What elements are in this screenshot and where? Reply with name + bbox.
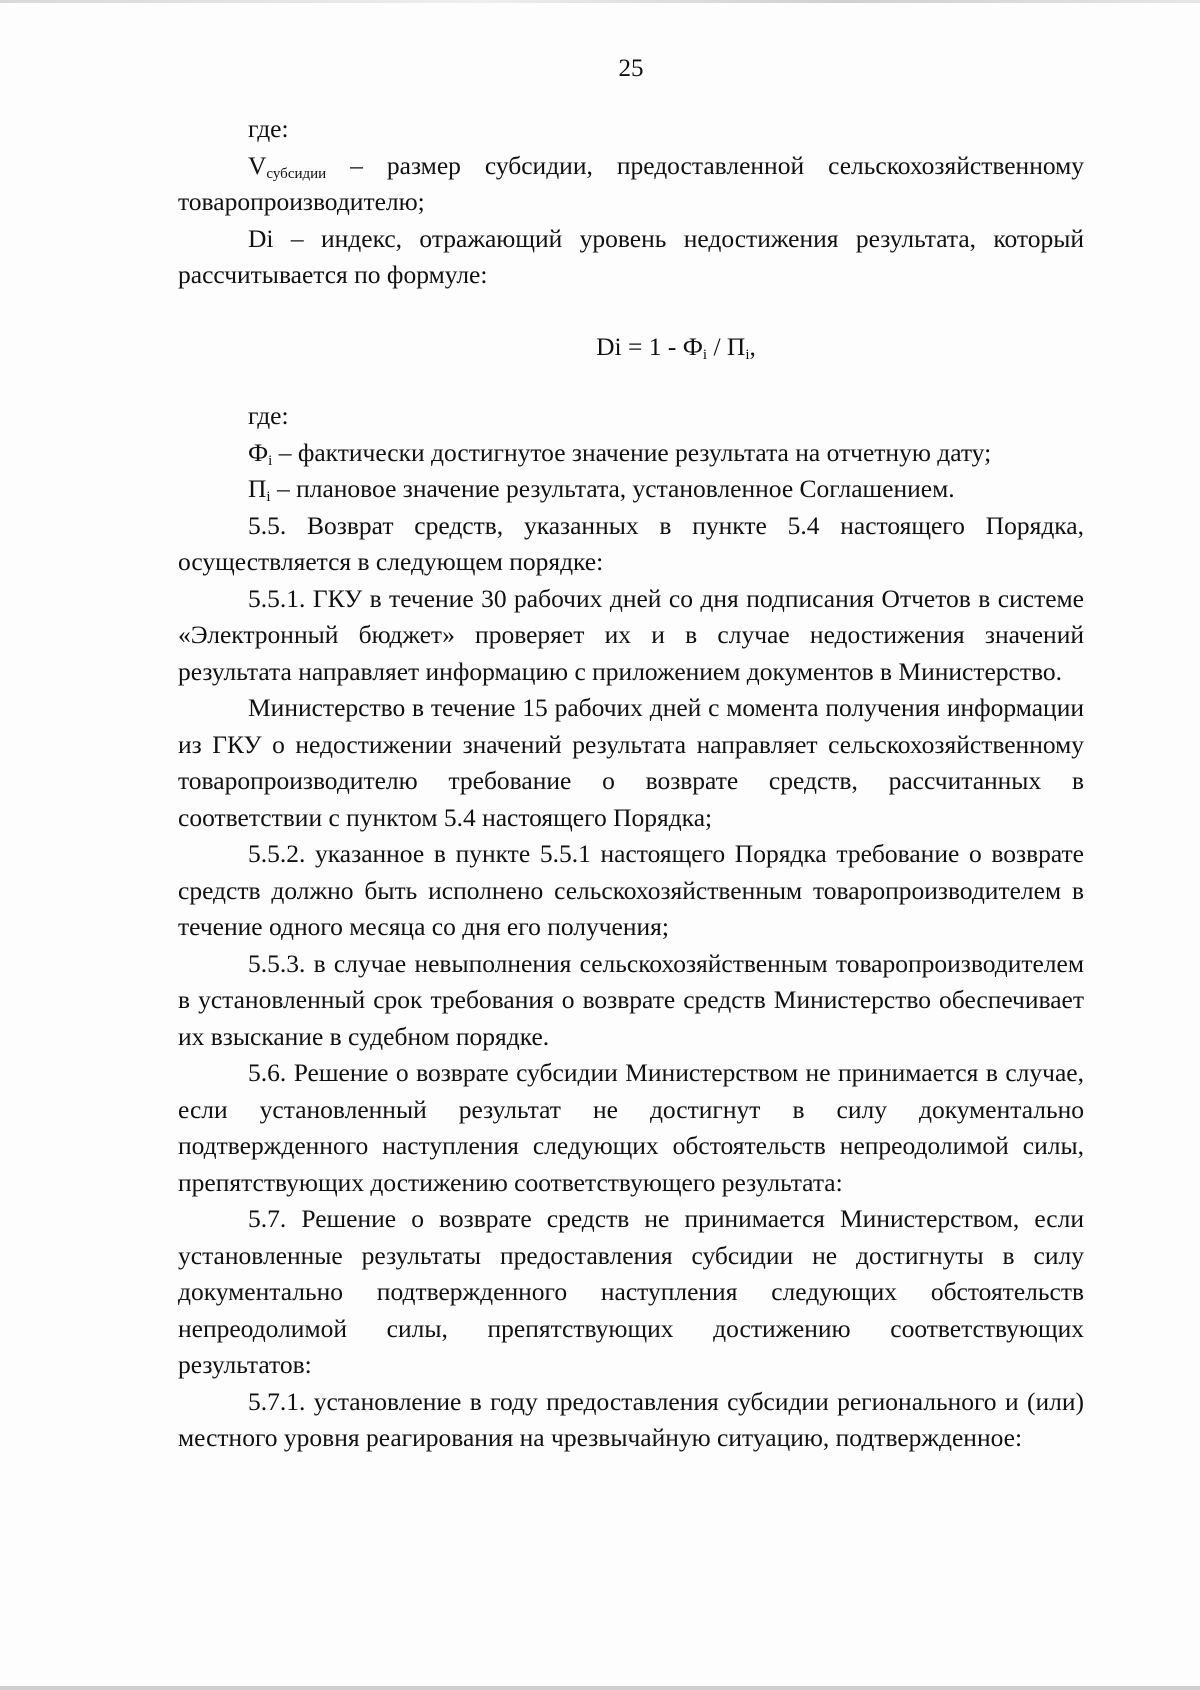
phi-symbol: Ф (248, 437, 269, 467)
formula-sub-pi: i (745, 346, 750, 363)
paragraph-5-5: 5.5. Возврат средств, указанных в пункте 5.4 настоящего Порядка, осуществляется в следующем порядке: (178, 510, 1084, 576)
formula-lead: Di = 1 - Ф (596, 331, 703, 361)
formula-tail: , (749, 331, 756, 361)
phi-definition: – фактически достигнутое значение результата на отчетную дату; (272, 437, 992, 467)
definition-pi (178, 471, 1084, 508)
pi-subscript: i (266, 489, 271, 505)
page-number: 25 (618, 55, 644, 82)
paragraph-5-7: 5.7. Решение о возврате средств не принимается Министерством, если установленные результаты предоставления субсидии не достигнуты в силу документально подтвержденного наступления следующих обстоятельств непреодолимой силы, препятствующих достижению соответствующих результатов: (178, 1204, 1084, 1379)
paragraph-5-6: 5.6. Решение о возврате субсидии Министерством не принимается в случае, если установленный результат не достигнут в силу документально подтвержденного наступления следующих обстоятельств непреодолимой силы, препятствующих достижению соответствующего результата: (178, 1058, 1084, 1197)
formula-mid: / П (707, 331, 746, 361)
paragraph-5-5-2: 5.5.2. указанное в пункте 5.5.1 настоящего Порядка требование о возврате средств должно быть исполнено сельскохозяйственным товаропроизводителем в течение одного месяца со дня его получения; (178, 839, 1084, 941)
scan-bottom-edge (0, 1686, 1200, 1690)
document-body (178, 111, 1084, 1457)
pi-definition: – плановое значение результата, установленное Соглашением. (270, 474, 955, 503)
where-label: где: (248, 114, 289, 143)
where-label-2: где: (248, 401, 289, 430)
pi-symbol: П (248, 474, 267, 503)
definition-phi (178, 435, 1084, 472)
formula-di (178, 329, 1084, 366)
subsidy-definition: – размер субсидии, предоставленной сельскохозяйственному товаропроизводителю; (178, 150, 1084, 216)
paragraph-ministry-notice: Министерство в течение 15 рабочих дней с момента получения информации из ГКУ о недостижении значений результата направляет сельскохозяйственному товаропроизводителю требование о возврате средств, рассчитанных в соответствии с пунктом 5.4 настоящего Порядка; (178, 693, 1084, 832)
scan-top-edge (0, 0, 1200, 3)
paragraph-5-7-1: 5.7.1. установление в году предоставления субсидии регионального и (или) местного уровня реагирования на чрезвычайную ситуацию, подтвержденное: (178, 1386, 1084, 1452)
phi-subscript: i (268, 452, 273, 469)
paragraph-5-5-1: 5.5.1. ГКУ в течение 30 рабочих дней со дня подписания Отчетов в системе «Электронный бюджет» проверяет их и в случае недостижения значений результата направляет информацию с приложением документов в Министерство. (178, 583, 1084, 686)
paragraph-5-5-3: 5.5.3. в случае невыполнения сельскохозяйственным товаропроизводителем в установленный срок требования о возврате средств Министерство обеспечивает их взыскание в судебном порядке. (178, 948, 1084, 1051)
paragraph-index-di: Di – индекс, отражающий уровень недостижения результата, который рассчитывается по формуле: (178, 223, 1084, 289)
formula-sub-phi: i (702, 346, 708, 363)
paragraph-subsidy-volume (178, 148, 1084, 221)
subsidy-subscript: субсидии (266, 165, 327, 182)
subsidy-symbol: V (248, 150, 267, 180)
